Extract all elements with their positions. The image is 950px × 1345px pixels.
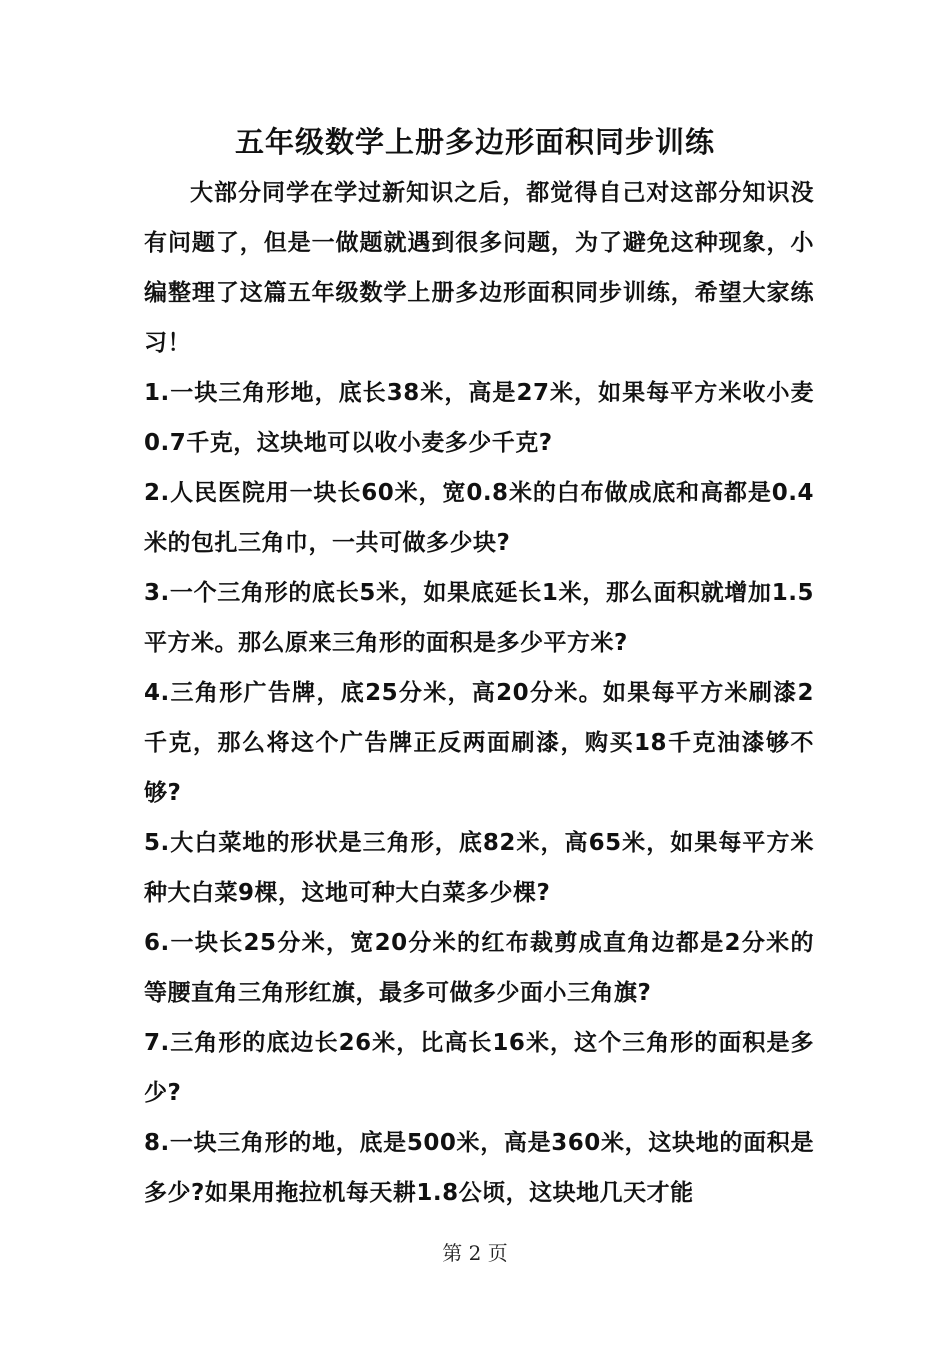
document-title: 五年级数学上册多边形面积同步训练 [234, 125, 715, 159]
question-item: 6.一块长25分米，宽20分米的红布裁剪成直角边都是2分米的等腰直角三角形红旗，最多可做多少面小三角旗? [144, 930, 814, 1006]
question-item: 4.三角形广告牌，底25分米，高20分米。如果每平方米刷漆2千克，那么将这个广告牌正反两面刷漆，购买18千克油漆够不够? [144, 680, 814, 806]
document-body [144, 168, 814, 1218]
question-item: 5.大白菜地的形状是三角形，底82米，高65米，如果每平方米种大白菜9棵，这地可种大白菜多少棵? [144, 830, 814, 906]
question-item: 7.三角形的底边长26米，比高长16米，这个三角形的面积是多少? [144, 1030, 814, 1106]
question-item: 2.人民医院用一块长60米，宽0.8米的白布做成底和高都是0.4米的包扎三角巾，一共可做多少块? [144, 480, 814, 556]
question-item: 3.一个三角形的底长5米，如果底延长1米，那么面积就增加1.5平方米。那么原来三角形的面积是多少平方米? [144, 580, 814, 656]
page-number: 第 2 页 [442, 1241, 508, 1265]
question-item: 8.一块三角形的地，底是500米，高是360米，这块地的面积是多少?如果用拖拉机每天耕1.8公顷，这块地几天才能 [144, 1130, 814, 1206]
intro-paragraph: 大部分同学在学过新知识之后，都觉得自己对这部分知识没有问题了，但是一做题就遇到很多问题，为了避免这种现象，小编整理了这篇五年级数学上册多边形面积同步训练，希望大家练习！ [144, 180, 814, 356]
question-item: 1.一块三角形地，底长38米，高是27米，如果每平方米收小麦0.7千克，这块地可以收小麦多少千克? [144, 380, 814, 456]
